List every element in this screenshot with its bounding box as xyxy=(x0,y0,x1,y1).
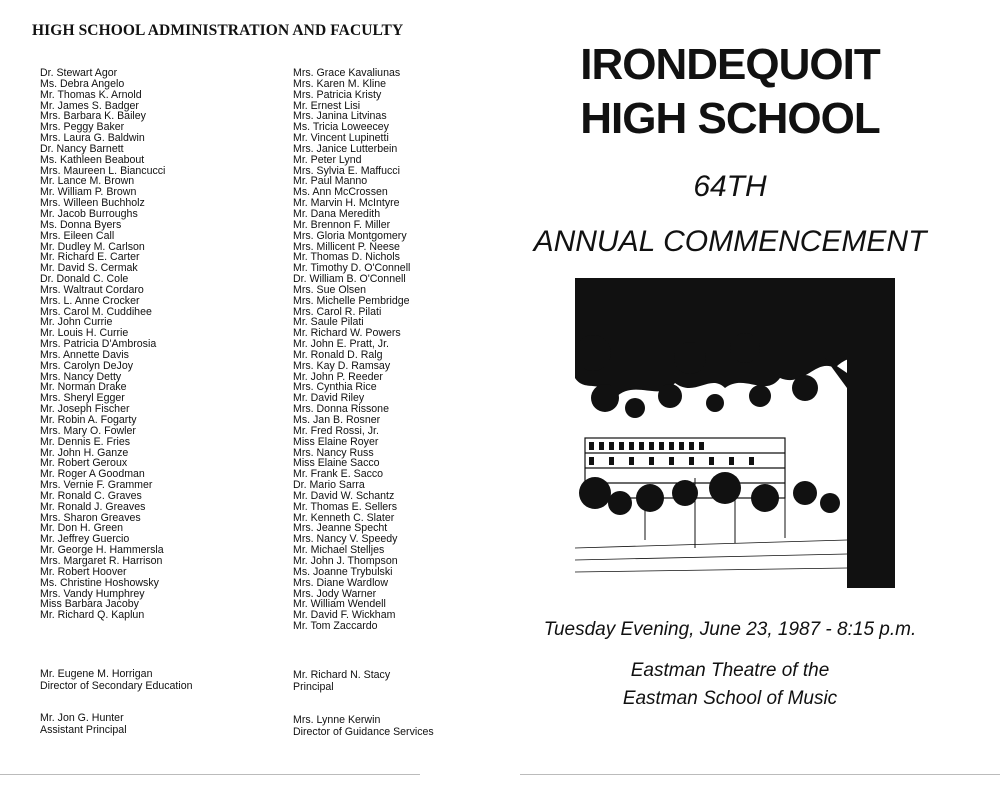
staff-name: Mr. Jon G. Hunter xyxy=(40,712,124,724)
faculty-name: Mrs. Eileen Call xyxy=(40,229,115,242)
faculty-name: Mr. David W. Schantz xyxy=(293,489,395,502)
faculty-name: Mr. Ronald J. Greaves xyxy=(40,500,146,513)
faculty-name: Mr. Thomas K. Arnold xyxy=(40,88,142,101)
faculty-name: Mrs. Michelle Pembridge xyxy=(293,294,410,307)
faculty-name: Mr. Dudley M. Carlson xyxy=(40,240,145,253)
staff-entry-principal xyxy=(293,670,390,693)
faculty-name: Mr. Ernest Lisi xyxy=(293,99,361,112)
faculty-name: Mrs. Barbara K. Bailey xyxy=(40,110,146,123)
staff-name: Mr. Eugene M. Horrigan xyxy=(40,668,153,680)
faculty-name: Mr. Robert Geroux xyxy=(40,457,128,470)
faculty-name: Mrs. Donna Rissone xyxy=(293,403,389,416)
faculty-name: Mrs. Sue Olsen xyxy=(293,283,367,296)
faculty-name: Mrs. Janina Litvinas xyxy=(293,110,387,123)
faculty-name: Mrs. Sheryl Egger xyxy=(40,392,125,405)
faculty-name: Mr. Louis H. Currie xyxy=(40,327,129,340)
faculty-name: Mrs. Jeanne Specht xyxy=(293,522,388,535)
faculty-name: Mr. John E. Pratt, Jr. xyxy=(293,338,389,351)
faculty-name: Mrs. Carol M. Cuddihee xyxy=(40,305,152,318)
faculty-name: Mrs. Carol R. Pilati xyxy=(293,305,382,318)
faculty-name: Mr. Jeffrey Guercio xyxy=(40,533,130,546)
school-building-illustration xyxy=(575,278,895,588)
faculty-name: Mr. George H. Hammersla xyxy=(40,544,164,557)
faculty-name: Mr. John Currie xyxy=(40,316,113,329)
faculty-name: Ms. Ann McCrossen xyxy=(293,186,388,199)
faculty-name: Mr. Don H. Green xyxy=(40,522,124,535)
faculty-name: Mr. Paul Manno xyxy=(293,175,368,188)
faculty-name: Mr. Norman Drake xyxy=(40,381,127,394)
faculty-name: Mr. William Wendell xyxy=(293,598,386,611)
faculty-name: Ms. Christine Hoshowsky xyxy=(40,576,159,589)
faculty-name: Mrs. Cynthia Rice xyxy=(293,381,377,394)
faculty-name: Mr. Saule Pilati xyxy=(293,316,364,329)
faculty-name: Dr. Stewart Agor xyxy=(40,67,118,79)
faculty-name: Mrs. Sharon Greaves xyxy=(40,511,141,524)
staff-title: Director of Secondary Education xyxy=(40,679,193,692)
faculty-name: Mrs. Sylvia E. Maffucci xyxy=(293,164,400,177)
faculty-name: Mrs. Mary O. Fowler xyxy=(40,424,136,437)
faculty-name: Mrs. Annette Davis xyxy=(40,348,129,361)
anniversary-label: 64TH xyxy=(693,170,767,203)
faculty-name: Mr. Fred Rossi, Jr. xyxy=(293,424,379,437)
faculty-name: Mrs. Carolyn DeJoy xyxy=(40,359,134,372)
faculty-name: Ms. Joanne Trybulski xyxy=(293,565,393,578)
faculty-name: Mr. Timothy D. O'Connell xyxy=(293,262,411,275)
faculty-name: Mr. James S. Badger xyxy=(40,99,139,112)
faculty-name: Mr. Brennon F. Miller xyxy=(293,218,391,231)
faculty-name: Ms. Debra Angelo xyxy=(40,77,125,90)
faculty-name: Mr. David F. Wickham xyxy=(293,609,396,622)
faculty-name: Mrs. Waltraut Cordaro xyxy=(40,283,144,296)
faculty-name: Mrs. Vandy Humphrey xyxy=(40,587,145,600)
faculty-name: Miss Elaine Royer xyxy=(293,435,379,448)
faculty-name: Mr. David Riley xyxy=(293,392,365,405)
faculty-name: Mr. Joseph Fischer xyxy=(40,403,130,416)
faculty-name: Ms. Tricia Loweecey xyxy=(293,121,389,134)
faculty-name: Mr. Richard W. Powers xyxy=(293,327,401,340)
faculty-name: Mr. Richard E. Carter xyxy=(40,251,140,264)
venue-line-2: Eastman School of Music xyxy=(622,688,838,709)
faculty-name: Ms. Jan B. Rosner xyxy=(293,414,381,426)
faculty-name: Dr. Nancy Barnett xyxy=(40,142,124,155)
faculty-name: Mr. Robert Hoover xyxy=(40,565,127,578)
staff-name: Mr. Richard N. Stacy xyxy=(293,669,391,681)
faculty-name: Miss Barbara Jacoby xyxy=(40,598,139,611)
faculty-name: Mrs. Janice Lutterbein xyxy=(293,142,398,155)
faculty-name: Mrs. Willeen Buchholz xyxy=(40,197,145,210)
faculty-name: Mrs. L. Anne Crocker xyxy=(40,294,140,307)
school-name-line2: HIGH SCHOOL xyxy=(580,94,880,143)
venue-line-1: Eastman Theatre of the xyxy=(630,660,830,681)
faculty-name: Mrs. Patricia Kristy xyxy=(293,88,382,101)
faculty-name: Mrs. Diane Wardlow xyxy=(293,576,388,589)
date-time: Tuesday Evening, June 23, 1987 - 8:15 p.m. xyxy=(543,619,917,640)
faculty-name: Ms. Kathleen Beabout xyxy=(40,153,145,166)
faculty-name: Mr. Vincent Lupinetti xyxy=(293,132,389,145)
faculty-name: Dr. Donald C. Cole xyxy=(40,273,129,286)
faculty-name: Mrs. Laura G. Baldwin xyxy=(40,132,145,145)
event-title: ANNUAL COMMENCEMENT xyxy=(533,225,927,258)
faculty-name: Mr. Marvin H. McIntyre xyxy=(293,197,400,210)
faculty-name: Mr. Ronald C. Graves xyxy=(40,489,142,502)
school-name-line1: IRONDEQUOIT xyxy=(580,40,880,89)
faculty-name: Mrs. Nancy Detty xyxy=(40,370,122,383)
staff-entry-guidance xyxy=(293,715,434,738)
faculty-name: Ms. Donna Byers xyxy=(40,218,122,231)
faculty-name: Mr. Peter Lynd xyxy=(293,153,362,166)
faculty-name: Mr. Thomas D. Nichols xyxy=(293,251,400,264)
faculty-name: Mrs. Gloria Montgomery xyxy=(293,229,407,242)
faculty-name: Mrs. Grace Kavaliunas xyxy=(293,67,401,79)
faculty-name: Mr. Richard Q. Kaplun xyxy=(40,609,145,622)
scan-edge-line xyxy=(0,774,420,775)
faculty-name: Mr. Kenneth C. Slater xyxy=(293,511,395,524)
faculty-name: Mrs. Millicent P. Neese xyxy=(293,240,400,253)
staff-title: Principal xyxy=(293,680,334,693)
faculty-name: Mr. Robin A. Fogarty xyxy=(40,414,137,426)
faculty-name: Mrs. Margaret R. Harrison xyxy=(40,554,163,567)
faculty-name: Mr. John H. Ganze xyxy=(40,446,129,459)
faculty-name: Mrs. Maureen L. Biancucci xyxy=(40,164,166,177)
faculty-name: Mrs. Karen M. Kline xyxy=(293,77,387,90)
faculty-name: Mrs. Jody Warner xyxy=(293,587,377,600)
faculty-name: Mr. John P. Reeder xyxy=(293,370,383,383)
faculty-name: Mr. Dennis E. Fries xyxy=(40,435,131,448)
staff-title: Assistant Principal xyxy=(40,723,127,736)
faculty-name: Miss Elaine Sacco xyxy=(293,457,380,470)
faculty-name: Mr. John J. Thompson xyxy=(293,554,398,567)
staff-title: Director of Guidance Services xyxy=(293,725,434,738)
faculty-name: Mr. William P. Brown xyxy=(40,186,137,199)
faculty-name: Mrs. Vernie F. Grammer xyxy=(40,479,153,492)
faculty-name: Mr. Dana Meredith xyxy=(293,207,381,220)
faculty-name: Mr. Tom Zaccardo xyxy=(293,620,378,633)
faculty-name: Dr. William B. O'Connell xyxy=(293,273,406,286)
faculty-name: Mr. Roger A Goodman xyxy=(40,468,145,481)
scan-edge-line xyxy=(520,774,1000,775)
faculty-name: Mrs. Nancy Russ xyxy=(293,446,374,459)
faculty-column-2 xyxy=(293,68,410,632)
staff-name: Mrs. Lynne Kerwin xyxy=(293,714,381,726)
faculty-name: Mr. Thomas E. Sellers xyxy=(293,500,398,513)
faculty-name: Mr. Jacob Burroughs xyxy=(40,207,138,220)
faculty-name: Mrs. Kay D. Ramsay xyxy=(293,359,391,372)
faculty-name: Mrs. Nancy V. Speedy xyxy=(293,533,398,546)
staff-entry-director-secondary xyxy=(40,669,193,692)
faculty-name: Mr. Ronald D. Ralg xyxy=(293,348,383,361)
faculty-name: Mr. Frank E. Sacco xyxy=(293,468,384,481)
faculty-column-1 xyxy=(40,68,165,621)
faculty-name: Mr. Lance M. Brown xyxy=(40,175,135,188)
faculty-name: Dr. Mario Sarra xyxy=(293,479,365,492)
faculty-name: Mrs. Peggy Baker xyxy=(40,121,125,134)
faculty-name: Mr. David S. Cermak xyxy=(40,262,138,275)
staff-entry-assistant-principal xyxy=(40,713,127,736)
faculty-name: Mrs. Patricia D'Ambrosia xyxy=(40,338,157,351)
faculty-heading: HIGH SCHOOL ADMINISTRATION AND FACULTY xyxy=(32,22,404,39)
faculty-name: Mr. Michael Stelljes xyxy=(293,544,385,557)
